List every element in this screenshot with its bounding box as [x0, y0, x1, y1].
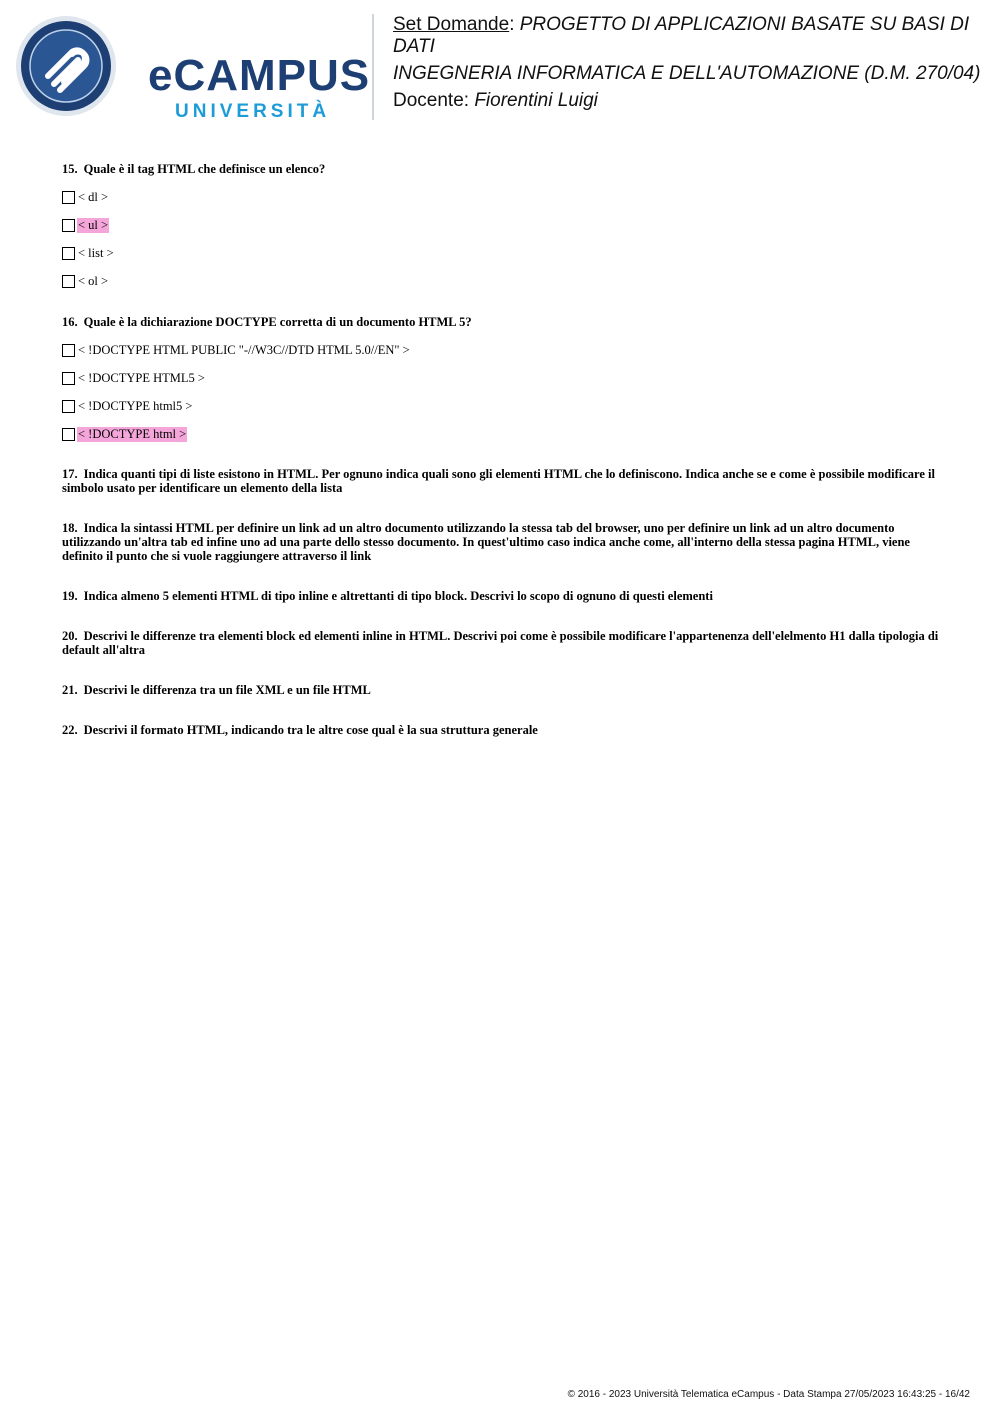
option[interactable] — [62, 342, 942, 358]
set-title: Set Domande: PROGETTO DI APPLICAZIONI BASATE SU BASI DI DATI — [393, 14, 970, 57]
teacher-name: Fiorentini Luigi — [474, 90, 598, 111]
question-text: 21. Descrivi le differenza tra un file XML e un file HTML — [62, 683, 371, 697]
question-text: 19. Indica almeno 5 elementi HTML di tipo inline e altrettanti di tipo block. Descrivi lo scopo di ognuno di questi elementi — [62, 589, 713, 603]
checkbox[interactable] — [62, 400, 75, 413]
option-label: < !DOCTYPE HTML PUBLIC "-//W3C//DTD HTML 5.0//EN" > — [78, 342, 410, 357]
course-name: INGEGNERIA INFORMATICA E DELL'AUTOMAZIONE (D.M. 270/04) — [393, 63, 981, 84]
ecampus-logo — [14, 14, 371, 122]
option-correct[interactable] — [62, 217, 942, 233]
option-label: < dl > — [78, 189, 109, 204]
checkbox[interactable] — [62, 275, 75, 288]
teacher-line — [393, 90, 993, 112]
page-footer: © 2016 - 2023 Università Telematica eCampus - Data Stampa 27/05/2023 16:43:25 - 16/42 — [567, 1389, 970, 1400]
option-label: < list > — [78, 245, 114, 260]
option-label-highlighted: < !DOCTYPE html > — [78, 426, 187, 441]
options-list — [62, 189, 942, 289]
teacher-label: Docente: — [393, 90, 470, 111]
option[interactable] — [62, 273, 942, 289]
option-label: < !DOCTYPE HTML5 > — [78, 370, 205, 385]
question-18 — [62, 521, 942, 563]
question-text: 17. Indica quanti tipi di liste esistono in HTML. Per ognuno indica quali sono gli elementi HTML che lo definiscono. Indica anche se e come è possibile modificare il simbolo usato per identificare un elemento della lista — [62, 467, 935, 495]
checkbox[interactable] — [62, 219, 75, 232]
question-text: 18. Indica la sintassi HTML per definire un link ad un altro documento utilizzando la stessa tab del browser, uno per definire un link ad un altro documento utilizzando un'altra tab ed infine uno ad una parte dello stesso documento. In quest'ultimo caso indica anche come, all'interno della stessa pagina HTML, viene definito il punto che si vuole raggiungere attraverso il link — [62, 521, 910, 563]
option-correct[interactable] — [62, 426, 942, 442]
question-text: 20. Descrivi le differenze tra elementi block ed elementi inline in HTML. Descrivi poi come è possibile modificare l'appartenenza dell'elelmento H1 dalla tipologia di default all'altra — [62, 629, 939, 657]
checkbox[interactable] — [62, 344, 75, 357]
page-header — [0, 0, 1000, 130]
set-value: PROGETTO DI APPLICAZIONI BASATE SU BASI DI DATI — [393, 14, 970, 57]
question-19 — [62, 589, 942, 603]
question-17 — [62, 467, 942, 495]
options-list — [62, 342, 942, 442]
checkbox[interactable] — [62, 247, 75, 260]
question-text: 15. Quale è il tag HTML che definisce un elenco? — [62, 162, 326, 176]
option[interactable] — [62, 370, 942, 386]
option[interactable] — [62, 398, 942, 414]
question-15 — [62, 162, 942, 289]
question-21 — [62, 683, 942, 697]
question-text: 22. Descrivi il formato HTML, indicando tra le altre cose qual è la sua struttura generale — [62, 723, 538, 737]
header-info — [393, 14, 993, 117]
question-16 — [62, 315, 942, 442]
logo-wordmark: eCAMPUS — [148, 51, 371, 100]
question-list — [62, 162, 942, 763]
logo-subtitle: UNIVERSITÀ — [175, 101, 331, 122]
option[interactable] — [62, 245, 942, 261]
option-label: < ol > — [78, 273, 109, 288]
seal-icon — [14, 14, 134, 118]
option[interactable] — [62, 189, 942, 205]
question-20 — [62, 629, 942, 657]
option-label-highlighted: < ul > — [78, 217, 109, 232]
option-label: < !DOCTYPE html5 > — [78, 398, 193, 413]
question-text: 16. Quale è la dichiarazione DOCTYPE corretta di un documento HTML 5? — [62, 315, 472, 329]
header-divider — [372, 14, 374, 120]
question-22 — [62, 723, 942, 737]
checkbox[interactable] — [62, 191, 75, 204]
set-label: Set Domande — [393, 14, 510, 35]
checkbox[interactable] — [62, 428, 75, 441]
checkbox[interactable] — [62, 372, 75, 385]
